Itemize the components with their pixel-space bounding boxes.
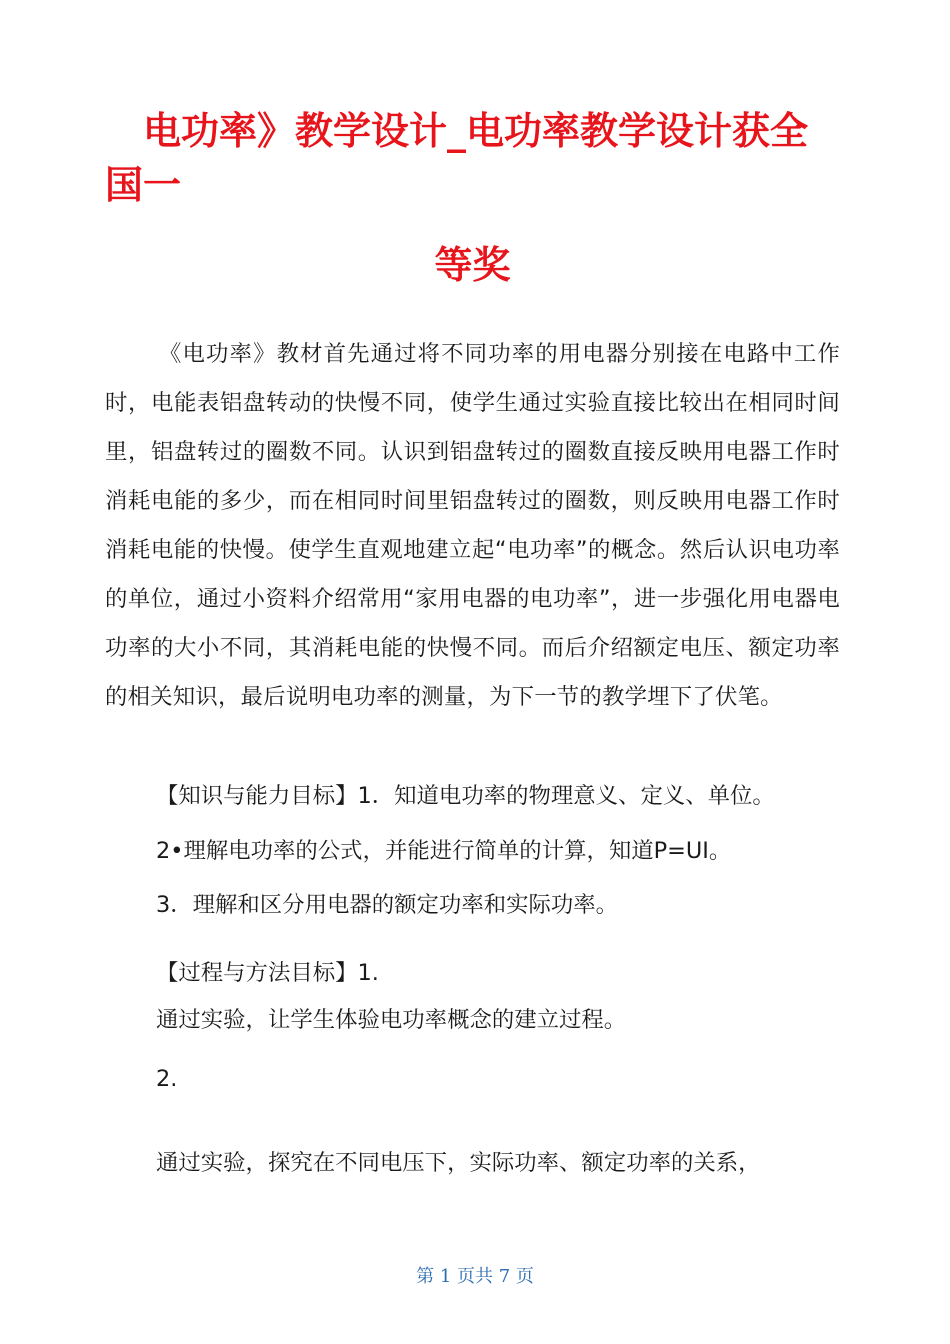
process-goal-1: 通过实验，让学生体验电功率概念的建立过程。 [156, 1007, 627, 1033]
process-goal-2: 通过实验，探究在不同电压下，实际功率、额定功率的关系， [156, 1150, 761, 1176]
title-line-1: 电功率》教学设计_电功率教学设计获全国一 [105, 109, 809, 207]
document-title [105, 104, 840, 292]
knowledge-goal-2: 2•理解电功率的公式，并能进行简单的计算，知道P=UI。 [156, 838, 732, 864]
process-goal-heading: 【过程与方法目标】1. [156, 960, 379, 986]
process-goal-2-number: 2. [156, 1066, 178, 1092]
page-indicator: 第 1 页共 7 页 [416, 1266, 534, 1287]
intro-paragraph: 《电功率》教材首先通过将不同功率的用电器分别接在电路中工作时，电能表铝盘转动的快慢不同，使学生通过实验直接比较出在相同时间里，铝盘转过的圈数不同。认识到铝盘转过的圈数直接反映用电器工作时消耗电能的多少，而在相同时间里铝盘转过的圈数，则反映用电器工作时消耗电能的快慢。使学生直观地建立起“电功率”的概念。然后认识电功率的单位，通过小资料介绍常用“家用电器的电功率”，进一步强化用电器电功率的大小不同，其消耗电能的快慢不同。而后介绍额定电压、额定功率的相关知识，最后说明电功率的测量，为下一节的教学埋下了伏笔。 [105, 341, 840, 710]
knowledge-goal-1: 【知识与能力目标】1．知道电功率的物理意义、定义、单位。 [156, 783, 775, 809]
title-line-2: 等奖 [434, 243, 511, 287]
knowledge-goal-3: 3．理解和区分用电器的额定功率和实际功率。 [156, 892, 619, 918]
